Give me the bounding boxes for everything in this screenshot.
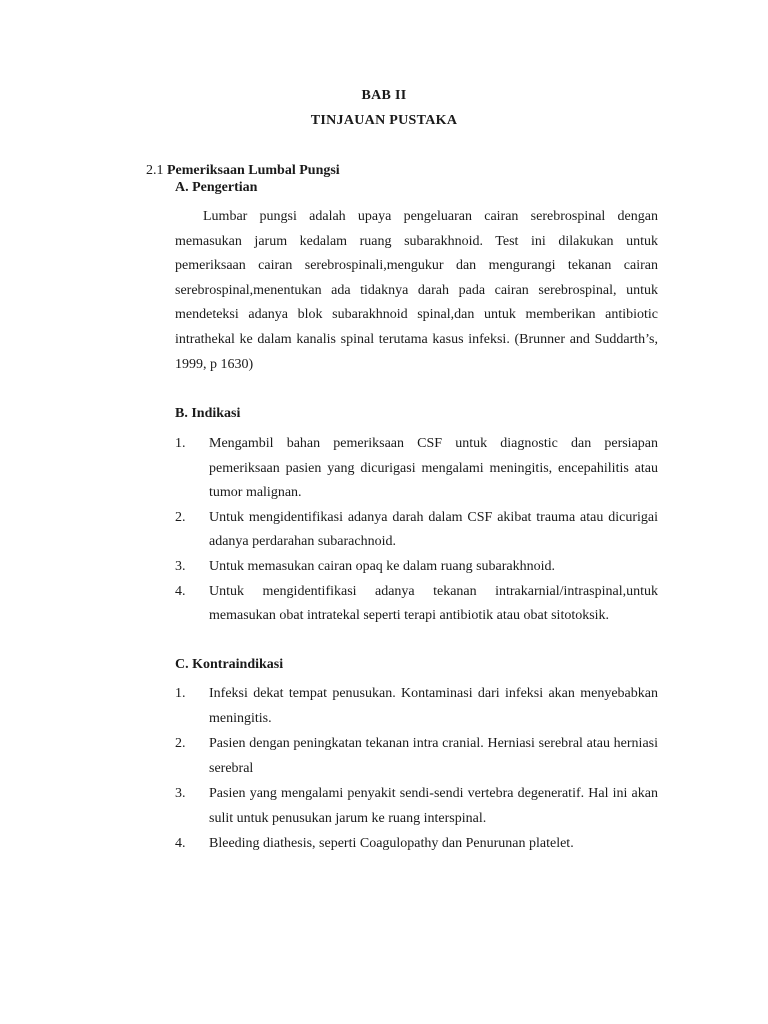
pengertian-paragraph: Lumbar pungsi adalah upaya pengeluaran cairan serebrospinal dengan memasukan jarum kedalam ruang subarakhnoid. Test ini dilakukan untuk pemeriksaan cairan serebrospinali,mengukur dan mengurangi tekanan cairan serebrospinal,menentukan ada tidaknya darah pada cairan serebrospinal, untuk mendeteksi adanya blok subarakhnoid spinal,dan untuk memberikan antibiotic intrathekal ke dalam kanalis spinal terutama kasus infeksi. (Brunner and Suddarth’s, 1999, p 1630) [175,209,658,372]
subheading-indikasi: B. Indikasi [175,406,241,421]
list-item-number: 4. [175,835,186,851]
list-item [175,555,658,580]
list-item-text: Pasien dengan peningkatan tekanan intra cranial. Herniasi serebral atau herniasi serebral [209,736,658,776]
list-item-text: Untuk mengidentifikasi adanya darah dalam CSF akibat trauma atau dicurigai adanya perdarahan subarachnoid. [209,509,658,550]
section-number: 2.1 [146,163,164,178]
list-item [175,732,658,781]
list-item [175,432,658,506]
chapter-number: BAB II [361,88,407,103]
list-item-number: 3. [175,786,186,802]
list-item-number: 4. [175,583,186,599]
chapter-title: TINJAUAN PUSTAKA [310,113,458,128]
list-item-number: 2. [175,509,186,525]
list-item [175,682,658,731]
list-item-number: 2. [175,736,186,752]
list-item [175,782,658,831]
list-item [175,506,658,555]
list-item-text: Untuk mengidentifikasi adanya tekanan intrakarnial/intraspinal,untuk memasukan obat intratekal seperti terapi antibiotik atau obat sitotoksik. [209,583,658,624]
section-title: Pemeriksaan Lumbal Pungsi [167,163,340,178]
list-item-number: 3. [175,558,186,574]
section-heading [146,163,340,179]
list-item-text: Untuk memasukan cairan opaq ke dalam ruang subarakhnoid. [209,558,556,574]
list-item-text: Infeksi dekat tempat penusukan. Kontaminasi dari infeksi akan menyebabkan meningitis. [209,686,658,726]
list-item-text: Pasien yang mengalami penyakit sendi-sendi vertebra degeneratif. Hal ini akan sulit untuk penusukan jarum ke ruang interspinal. [209,786,658,826]
subheading-pengertian: A. Pengertian [175,180,258,195]
list-item-text: Bleeding diathesis, seperti Coagulopathy dan Penurunan platelet. [209,835,574,851]
indikasi-list [175,432,658,629]
list-item [175,580,658,629]
subheading-kontraindikasi: C. Kontraindikasi [175,657,284,672]
list-item-number: 1. [175,686,186,701]
list-item-text: Mengambil bahan pemeriksaan CSF untuk diagnostic dan persiapan pemeriksaan pasien yang dicurigasi mengalami meningitis, encepahilitis atau tumor malignan. [209,436,658,501]
list-item-number: 1. [175,436,186,451]
list-item [175,832,658,857]
kontraindikasi-list [175,682,658,856]
